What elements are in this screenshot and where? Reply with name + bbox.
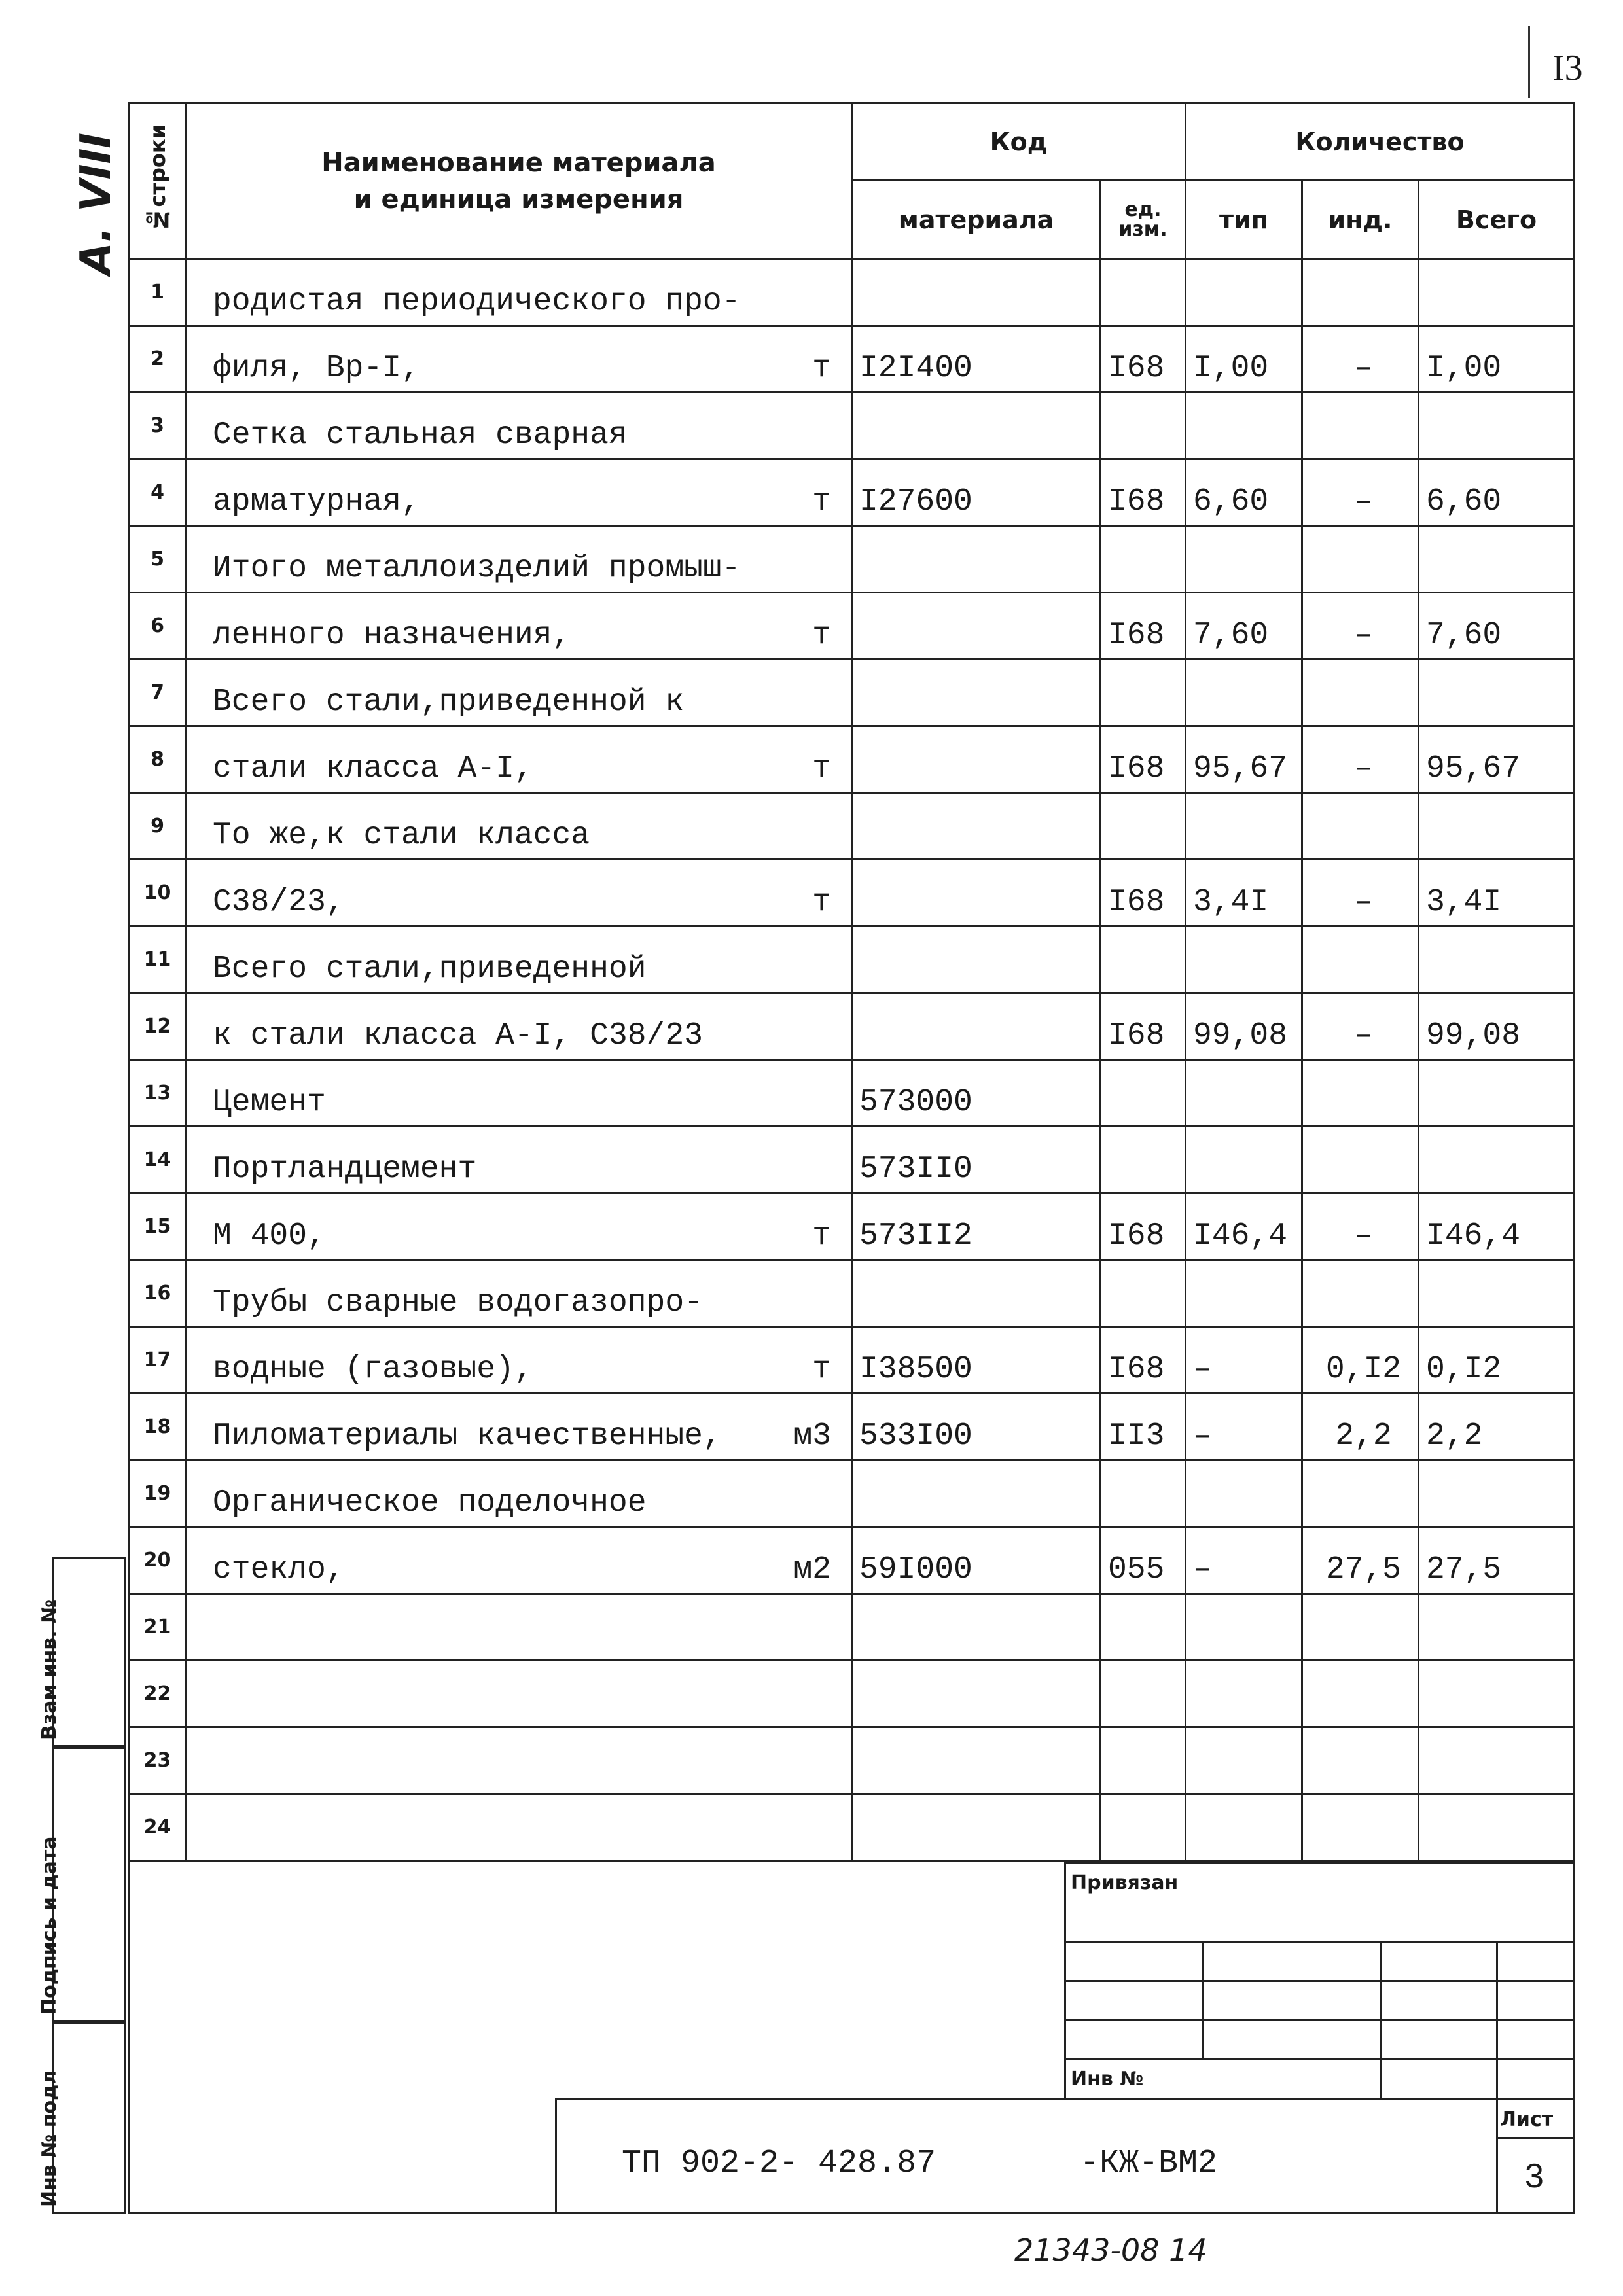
type-quantity [1186,1127,1302,1193]
row-number: 11 [130,927,186,993]
ind-quantity [1302,660,1419,726]
unit-code: 055 [1101,1527,1186,1594]
total-quantity: 6,60 [1419,459,1575,526]
material-name-text: То же,к стали класса [213,818,590,853]
row-number: 2 [130,326,186,393]
row-number: 6 [130,593,186,660]
ind-quantity: – [1302,860,1419,927]
material-code: I27600 [852,459,1101,526]
material-name-text: родистая периодического про- [213,284,741,319]
material-name [186,393,852,459]
type-qty-header: тип [1186,181,1302,259]
total-quantity [1419,927,1575,993]
unit-code: I68 [1101,459,1186,526]
material-code: 59I000 [852,1527,1101,1594]
ind-quantity: – [1302,1193,1419,1260]
row-number: 1 [130,259,186,326]
strip-top-edge [52,1557,126,1559]
table-row [130,459,1575,526]
code-group-header: Код [852,103,1186,181]
unit-code [1101,1594,1186,1661]
total-quantity [1419,1060,1575,1127]
material-name [186,1060,852,1127]
material-name [186,1661,852,1727]
row-number: 9 [130,793,186,860]
document-code: ТП 902-2- 428.87 [622,2145,936,2182]
row-number-header: №строки [130,103,186,259]
table-row [130,1727,1575,1794]
frame-right-border [1573,102,1575,2214]
material-name [186,1193,852,1260]
material-name-text: стали класса А-I, [213,751,533,786]
total-quantity: 95,67 [1419,726,1575,793]
unit-code: I68 [1101,1193,1186,1260]
unit-code [1101,1060,1186,1127]
table-row [130,1661,1575,1727]
strip-replaced-inv [38,1557,126,1747]
table-row [130,1127,1575,1193]
total-quantity [1419,1594,1575,1661]
table-row [130,793,1575,860]
material-name [186,927,852,993]
row-number: 19 [130,1460,186,1527]
material-code [852,1794,1101,1861]
type-quantity [1186,259,1302,326]
ind-quantity [1302,1460,1419,1527]
unit-code: I68 [1101,1327,1186,1394]
material-code [852,1260,1101,1327]
total-quantity [1419,259,1575,326]
type-quantity [1186,393,1302,459]
unit-code: I68 [1101,326,1186,393]
material-name-text: Всего стали,приведенной [213,951,647,987]
unit-code [1101,393,1186,459]
total-quantity: 27,5 [1419,1527,1575,1594]
page-number: I3 [1552,48,1583,88]
material-code [852,660,1101,726]
material-name [186,1460,852,1527]
type-quantity: 99,08 [1186,993,1302,1060]
material-name [186,259,852,326]
ind-quantity [1302,1127,1419,1193]
row-number: 23 [130,1727,186,1794]
row-number: 13 [130,1060,186,1127]
table-row [130,326,1575,393]
frame-left-border [128,102,130,2214]
material-name [186,326,852,393]
unit-code: I68 [1101,860,1186,927]
ind-quantity: 2,2 [1302,1394,1419,1460]
measure-unit: м2 [793,1552,831,1587]
row-number: 17 [130,1327,186,1394]
material-name-text: Итого металлоизделий промыш- [213,551,741,586]
total-quantity [1419,1127,1575,1193]
table-row [130,1394,1575,1460]
row-number: 7 [130,660,186,726]
unit-code [1101,259,1186,326]
material-code [852,726,1101,793]
material-code: I2I400 [852,326,1101,393]
row-number: 14 [130,1127,186,1193]
total-quantity: 99,08 [1419,993,1575,1060]
strip-signature-date-label: Подпись и дата [38,1836,61,2015]
unit-code [1101,1460,1186,1527]
type-quantity [1186,793,1302,860]
strip-signature-date [38,1747,126,2022]
unit-code: I68 [1101,726,1186,793]
materials-table [128,102,1575,1862]
material-name [186,1594,852,1661]
row-number: 4 [130,459,186,526]
type-quantity [1186,526,1302,593]
material-code [852,1661,1101,1727]
table-row [130,660,1575,726]
table-row [130,1260,1575,1327]
ind-quantity: – [1302,326,1419,393]
measure-unit: т [812,351,831,386]
total-quantity: 2,2 [1419,1394,1575,1460]
frame-bottom-border [128,2212,1575,2214]
material-name-text: ленного назначения, [213,618,571,653]
unit-code [1101,660,1186,726]
strip-original-inv-label: Инв № подл [38,2070,61,2207]
material-name [186,1327,852,1394]
material-code [852,1460,1101,1527]
inventory-number-label: Инв № [1071,2068,1144,2091]
row-number: 20 [130,1527,186,1594]
unit-code [1101,526,1186,593]
material-code: 573II0 [852,1127,1101,1193]
material-name [186,526,852,593]
table-row [130,993,1575,1060]
sheet-number: 3 [1525,2157,1544,2195]
type-quantity: – [1186,1327,1302,1394]
ind-quantity [1302,259,1419,326]
material-name-text: С38/23, [213,885,345,920]
type-quantity [1186,927,1302,993]
table-row [130,393,1575,459]
total-quantity: 3,4I [1419,860,1575,927]
type-quantity: 95,67 [1186,726,1302,793]
type-quantity: 3,4I [1186,860,1302,927]
material-name [186,1127,852,1193]
unit-code: I68 [1101,593,1186,660]
type-quantity: 6,60 [1186,459,1302,526]
table-row [130,1460,1575,1527]
unit-code-header: ед. изм. [1101,181,1186,259]
table-row [130,1060,1575,1127]
material-name-text: Цемент [213,1085,326,1120]
unit-code [1101,1727,1186,1794]
strip-original-inv [38,2022,126,2214]
sheet-label: Лист [1500,2108,1554,2131]
material-name [186,793,852,860]
ind-quantity [1302,927,1419,993]
ind-quantity: – [1302,726,1419,793]
material-code [852,259,1101,326]
row-number: 8 [130,726,186,793]
row-number: 16 [130,1260,186,1327]
ind-quantity [1302,526,1419,593]
material-name [186,1260,852,1327]
type-quantity [1186,1460,1302,1527]
table-row [130,259,1575,326]
type-quantity [1186,1661,1302,1727]
material-name [186,1794,852,1861]
row-number: 24 [130,1794,186,1861]
material-name-text: стекло, [213,1552,345,1587]
unit-code [1101,1127,1186,1193]
measure-unit: м3 [793,1419,831,1454]
material-name-text: филя, Вр-I, [213,351,420,386]
row-number: 3 [130,393,186,459]
ind-quantity [1302,1594,1419,1661]
measure-unit: т [812,1352,831,1387]
ind-quantity: 0,I2 [1302,1327,1419,1394]
total-quantity [1419,1460,1575,1527]
total-quantity: I46,4 [1419,1193,1575,1260]
material-name-text: Трубы сварные водогазопро- [213,1285,703,1320]
material-name-text: водные (газовые), [213,1352,533,1387]
total-quantity [1419,393,1575,459]
material-name [186,993,852,1060]
material-name-text: Пиломатериалы качественные, [213,1419,722,1454]
ind-quantity: – [1302,593,1419,660]
row-number: 10 [130,860,186,927]
unit-code [1101,793,1186,860]
material-code: I38500 [852,1327,1101,1394]
material-code [852,393,1101,459]
table-row [130,726,1575,793]
page-number-marker [1528,26,1530,98]
total-quantity [1419,1727,1575,1794]
material-code [852,927,1101,993]
type-quantity [1186,1594,1302,1661]
ind-quantity [1302,1060,1419,1127]
material-name [186,1727,852,1794]
material-name [186,726,852,793]
table-row [130,593,1575,660]
material-name [186,1394,852,1460]
type-quantity: – [1186,1527,1302,1594]
material-code [852,993,1101,1060]
type-quantity: 7,60 [1186,593,1302,660]
row-number: 18 [130,1394,186,1460]
table-row [130,1594,1575,1661]
material-code [852,526,1101,593]
total-quantity: 0,I2 [1419,1327,1575,1394]
ind-quantity: – [1302,459,1419,526]
material-name-text: Органическое поделочное [213,1485,647,1521]
total-quantity [1419,1260,1575,1327]
material-code [852,1727,1101,1794]
row-number: 12 [130,993,186,1060]
material-name-text: арматурная, [213,484,420,520]
material-name-text: к стали класса А-I, С38/23 [213,1018,703,1053]
type-quantity [1186,1794,1302,1861]
album-mark: А. VIII [72,132,120,275]
material-code [852,593,1101,660]
row-number: 15 [130,1193,186,1260]
material-code: 573II2 [852,1193,1101,1260]
material-code [852,860,1101,927]
unit-code [1101,1794,1186,1861]
table-row [130,860,1575,927]
quantity-group-header: Количество [1186,103,1575,181]
measure-unit: т [812,751,831,786]
material-name [186,660,852,726]
measure-unit: т [812,885,831,920]
unit-code [1101,927,1186,993]
ind-quantity [1302,1794,1419,1861]
total-quantity [1419,793,1575,860]
type-quantity [1186,1727,1302,1794]
measure-unit: т [812,1218,831,1254]
unit-code [1101,1260,1186,1327]
total-quantity [1419,526,1575,593]
ind-quantity [1302,1727,1419,1794]
total-qty-header: Всего [1419,181,1575,259]
measure-unit: т [812,618,831,653]
row-number: 22 [130,1661,186,1727]
total-quantity: 7,60 [1419,593,1575,660]
total-quantity [1419,1661,1575,1727]
unit-code: II3 [1101,1394,1186,1460]
total-quantity: I,00 [1419,326,1575,393]
material-code: 533I00 [852,1394,1101,1460]
archive-number: 21343-08 14 [1014,2233,1207,2268]
ind-quantity: 27,5 [1302,1527,1419,1594]
material-name [186,1527,852,1594]
ind-quantity [1302,1260,1419,1327]
table-row [130,526,1575,593]
document-code-suffix: -КЖ-ВМ2 [1080,2145,1218,2182]
row-number: 5 [130,526,186,593]
material-name-text: Портландцемент [213,1152,477,1187]
ind-quantity [1302,793,1419,860]
material-name-header: Наименование материала и единица измерения [186,103,852,259]
total-quantity [1419,660,1575,726]
unit-code: I68 [1101,993,1186,1060]
material-code [852,1594,1101,1661]
ind-quantity: – [1302,993,1419,1060]
material-code [852,793,1101,860]
material-code: 573000 [852,1060,1101,1127]
ind-quantity [1302,1661,1419,1727]
table-row [130,1327,1575,1394]
attached-label: Привязан [1071,1871,1179,1894]
table-row [130,927,1575,993]
type-quantity [1186,1060,1302,1127]
ind-qty-header: инд. [1302,181,1419,259]
material-code-header: материала [852,181,1101,259]
strip-replaced-inv-label: Взам инв. № [38,1599,61,1740]
measure-unit: т [812,484,831,520]
row-number: 21 [130,1594,186,1661]
material-name-text: М 400, [213,1218,326,1254]
type-quantity: I46,4 [1186,1193,1302,1260]
total-quantity [1419,1794,1575,1861]
material-name-text: Всего стали,приведенной к [213,684,685,720]
material-name [186,860,852,927]
type-quantity [1186,1260,1302,1327]
material-name [186,593,852,660]
type-quantity: I,00 [1186,326,1302,393]
ind-quantity [1302,393,1419,459]
type-quantity [1186,660,1302,726]
table-row [130,1794,1575,1861]
material-name [186,459,852,526]
table-row [130,1193,1575,1260]
type-quantity: – [1186,1394,1302,1460]
material-name-text: Сетка стальная сварная [213,417,628,453]
table-row [130,1527,1575,1594]
unit-code [1101,1661,1186,1727]
